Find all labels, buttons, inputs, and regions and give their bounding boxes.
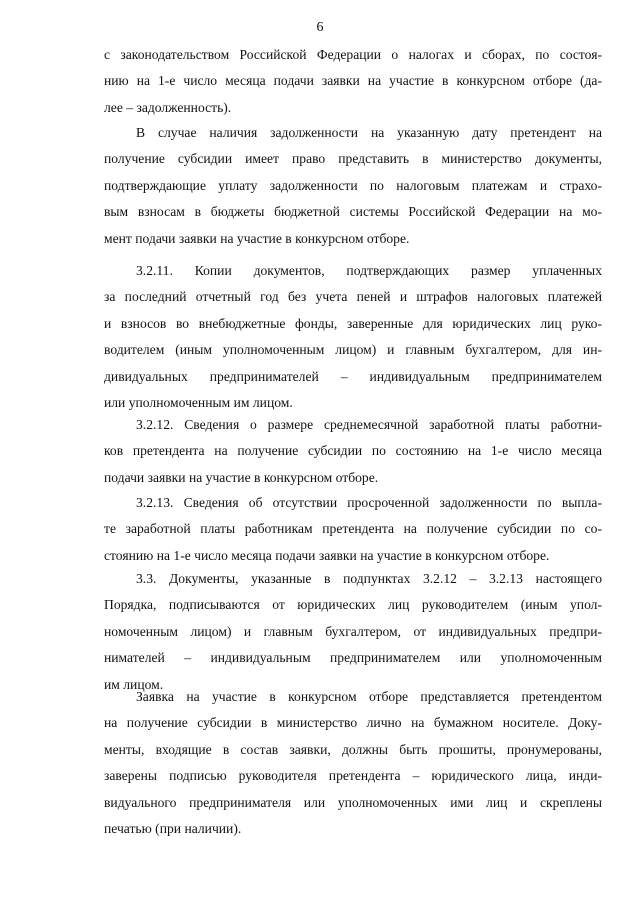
text-line: подтверждающие уплату задолженности по налоговым платежам и страхо- (104, 177, 602, 193)
text-line: заверены подписью руководителя претендента – юридического лица, инди- (104, 768, 602, 784)
text-line: стоянию на 1-е число месяца подачи заявки на участие в конкурсном отборе. (104, 547, 550, 563)
text-line: В случае наличия задолженности на указанную дату претендент на (136, 125, 602, 140)
paragraph (104, 490, 602, 569)
text-line: вым взносам в бюджеты бюджетной системы Российской Федерации на мо- (104, 204, 602, 220)
text-line: 3.2.12. Сведения о размере среднемесячной заработной платы работни- (136, 417, 602, 432)
text-line: лее – задолженность). (104, 99, 232, 115)
paragraph (104, 120, 602, 252)
text-line: Заявка на участие в конкурсном отборе представляется претендентом (136, 689, 602, 704)
text-line: видуального предпринимателя или уполномоченных ими лиц и скреплены (104, 794, 602, 810)
text-line: получение субсидии имеет право представить в министерство документы, (104, 151, 602, 167)
text-line: на получение субсидии в министерство лично на бумажном носителе. Доку- (104, 715, 602, 731)
text-line: мент подачи заявки на участие в конкурсном отборе. (104, 230, 410, 246)
text-line: или уполномоченным им лицом. (104, 394, 293, 410)
text-line: дивидуальных предпринимателей – индивидуальным предпринимателем (104, 368, 602, 384)
text-line: 3.2.11. Копии документов, подтверждающих размер уплаченных (136, 263, 602, 278)
paragraph (104, 412, 602, 491)
text-line: им лицом. (104, 676, 164, 692)
text-line: Порядка, подписываются от юридических лиц руководителем (иным упол- (104, 597, 602, 613)
paragraph (104, 258, 602, 416)
text-line: те заработной платы работникам претендента на получение субсидии по со- (104, 521, 602, 537)
text-line: нимателей – индивидуальным предпринимателем или уполномоченным (104, 650, 602, 666)
text-line: и взносов во внебюджетные фонды, заверенные для юридических лиц руко- (104, 315, 602, 331)
text-line: номоченным лицом) и главным бухгалтером, от индивидуальных предпри- (104, 623, 602, 639)
paragraph (104, 684, 602, 842)
text-line: подачи заявки на участие в конкурсном отборе. (104, 469, 379, 485)
page-number: 6 (316, 20, 324, 35)
text-line: менты, входящие в состав заявки, должны быть прошиты, пронумерованы, (104, 741, 602, 757)
text-line: 3.3. Документы, указанные в подпунктах 3.2.12 – 3.2.13 настоящего (136, 571, 602, 586)
text-line: за последний отчетный год без учета пеней и штрафов налоговых платежей (104, 289, 602, 305)
text-line: нию на 1-е число месяца подачи заявки на участие в конкурсном отборе (да- (104, 73, 602, 89)
text-line: 3.2.13. Сведения об отсутствии просроченной задолженности по выпла- (136, 495, 602, 510)
paragraph (104, 566, 602, 698)
text-line: водителем (иным уполномоченным лицом) и главным бухгалтером, для ин- (104, 342, 602, 358)
text-line: ков претендента на получение субсидии по состоянию на 1-е число месяца (104, 443, 602, 459)
text-line: с законодательством Российской Федерации о налогах и сборах, по состоя- (104, 47, 602, 62)
paragraph (104, 42, 602, 121)
text-line: печатью (при наличии). (104, 820, 242, 836)
